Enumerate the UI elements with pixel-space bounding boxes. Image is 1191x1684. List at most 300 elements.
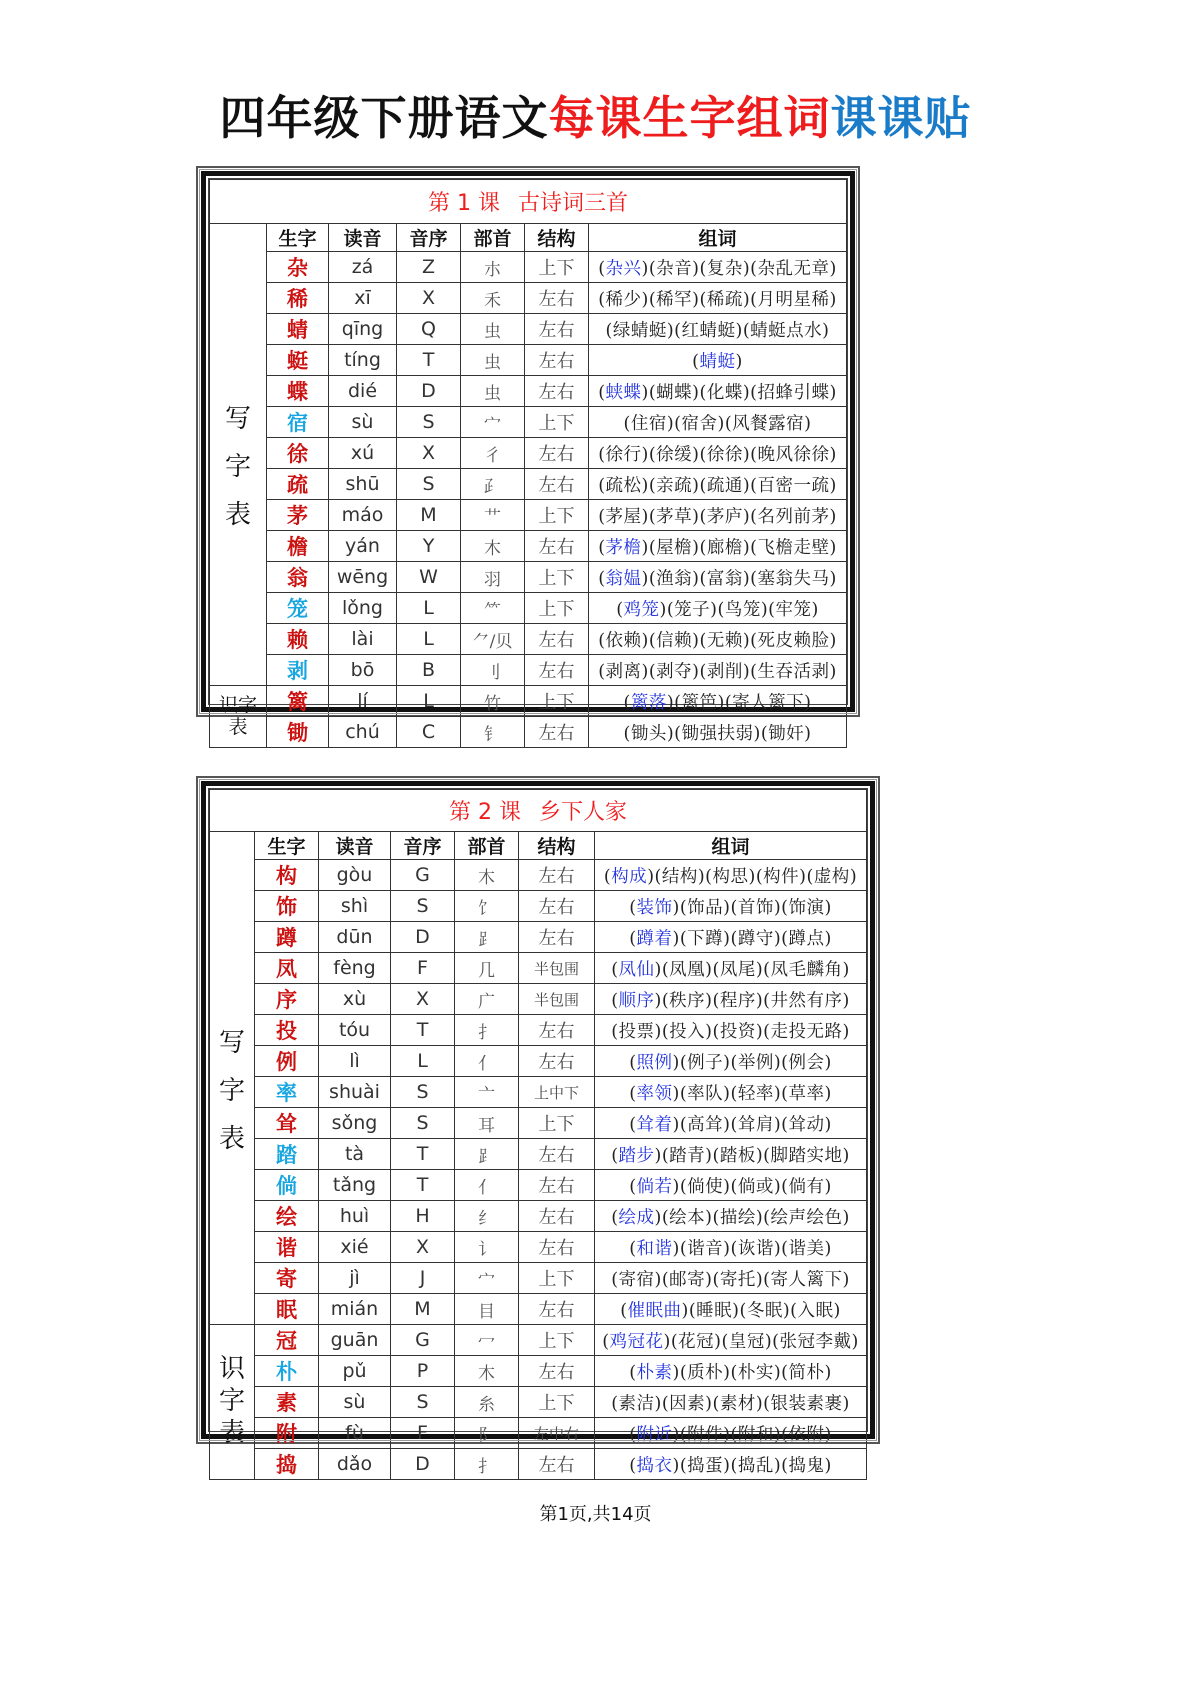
radical-cell: 禾 [461,283,525,314]
word-group: 塞翁失马 [757,568,830,589]
pinyin-cell: shì [319,891,391,922]
word-groups-cell: (篱落)(篱笆)(寄人篱下) [589,686,847,717]
lesson-table-1 [209,179,847,748]
word-group: 踏板 [719,1145,756,1166]
phonetic-order-cell: C [397,717,461,748]
word-group: 虚构 [813,866,850,887]
character-cell: 捣 [255,1449,319,1480]
character-cell: 投 [255,1015,319,1046]
structure-cell: 左右 [519,1046,595,1077]
pinyin-cell: fèng [319,953,391,984]
radical-cell: 目 [455,1294,519,1325]
word-groups-cell: (率领)(率队)(轻率)(草率) [595,1077,867,1108]
word-group: 剥离 [605,661,642,682]
word-group: 谐美 [788,1238,825,1259]
structure-cell: 上下 [519,1263,595,1294]
highlight-word: 凤仙 [618,959,655,980]
word-group: 牢笼 [775,599,812,620]
word-group: 寄人篱下 [770,1269,843,1290]
structure-cell: 左中右 [519,1418,595,1449]
structure-cell: 左右 [525,314,589,345]
word-group: 结构 [661,866,698,887]
word-group: 饰品 [687,897,724,918]
section-label-char: 表 [224,500,251,531]
table-row [210,891,867,922]
word-group: 花冠 [678,1331,715,1352]
word-groups-cell: (投票)(投入)(投资)(走投无路) [595,1015,867,1046]
word-group: 飞檐走壁 [757,537,830,558]
section-label [210,860,255,1325]
pinyin-cell: sù [319,1387,391,1418]
table-row [210,717,847,748]
highlight-word: 催眠曲 [627,1300,682,1321]
page-title-part-2: 每课生字组词 [548,91,831,145]
character-cell: 疏 [267,469,329,500]
table-row [210,1139,867,1170]
word-groups-cell: (杂兴)(杂音)(复杂)(杂乱无章) [589,252,847,283]
column-header: 读音 [319,832,391,860]
table-row [210,1449,867,1480]
word-group: 倘使 [687,1176,724,1197]
radical-cell: 亻 [455,1046,519,1077]
word-group: 依赖 [605,630,642,651]
word-group: 附和 [737,1424,774,1445]
character-cell: 寄 [255,1263,319,1294]
pinyin-cell: tóu [319,1015,391,1046]
column-header: 读音 [329,224,397,252]
word-groups-cell: (捣衣)(捣蛋)(捣乱)(捣鬼) [595,1449,867,1480]
radical-cell: 讠 [455,1232,519,1263]
character-cell: 附 [255,1418,319,1449]
word-group: 构思 [712,866,749,887]
phonetic-order-cell: D [391,1449,455,1480]
radical-cell: 广 [455,984,519,1015]
lesson-table-2 [209,789,867,1480]
phonetic-order-cell: Z [397,252,461,283]
character-cell: 篱 [267,686,329,717]
table-row [210,1108,867,1139]
lesson-title [210,180,847,224]
table-row [210,1325,867,1356]
word-group: 凤尾 [719,959,756,980]
word-groups-cell: (蜻蜓) [589,345,847,376]
highlight-word: 蹲着 [636,928,673,949]
table-row [210,1170,867,1201]
phonetic-order-cell: G [391,860,455,891]
word-groups-cell: (顺序)(秩序)(程序)(井然有序) [595,984,867,1015]
word-group: 蹲守 [737,928,774,949]
pinyin-cell: dūn [319,922,391,953]
structure-cell: 上下 [525,252,589,283]
pinyin-cell: tà [319,1139,391,1170]
radical-cell: 耳 [455,1108,519,1139]
lesson-number: 第 1 课 [428,191,500,216]
word-group: 杂乱无章 [757,258,830,279]
table-row [210,922,867,953]
phonetic-order-cell: B [397,655,461,686]
character-cell: 凤 [255,953,319,984]
column-header: 部首 [461,224,525,252]
word-group: 稀罕 [656,289,693,310]
table-row [210,1263,867,1294]
word-groups-cell: (朴素)(质朴)(朴实)(简朴) [595,1356,867,1387]
word-group: 茅屋 [605,506,642,527]
table-row [210,345,847,376]
structure-cell: 左右 [519,1449,595,1480]
lesson-number: 第 2 课 [449,800,521,825]
header-row [210,224,847,252]
pinyin-cell: fù [319,1418,391,1449]
word-group: 疏通 [706,475,743,496]
word-groups-cell: (翁媪)(渔翁)(富翁)(塞翁失马) [589,562,847,593]
word-group: 化蝶 [706,382,743,403]
lesson-name: 乡下人家 [538,800,627,825]
radical-cell: 朩 [461,252,525,283]
word-groups-cell: (疏松)(亲疏)(疏通)(百密一疏) [589,469,847,500]
word-group: 耸动 [788,1114,825,1135]
phonetic-order-cell: S [391,1108,455,1139]
table-row [210,283,847,314]
word-group: 秩序 [669,990,706,1011]
character-cell: 蹲 [255,922,319,953]
word-group: 程序 [719,990,756,1011]
word-groups-cell: (绿蜻蜓)(红蜻蜓)(蜻蜓点水) [589,314,847,345]
word-group: 亲疏 [656,475,693,496]
table-row [210,984,867,1015]
word-group: 百密一疏 [757,475,830,496]
page-title-part-1: 四年级下册语文 [219,91,549,145]
word-group: 举例 [737,1052,774,1073]
word-group: 走投无路 [770,1021,843,1042]
column-header: 音序 [391,832,455,860]
page-title-part-3: 课课贴 [830,91,972,145]
word-group: 绿蜻蜓 [612,320,667,341]
word-group: 张冠李戴 [779,1331,852,1352]
phonetic-order-cell: Q [397,314,461,345]
radical-cell: 艹 [461,500,525,531]
radical-cell: 冖 [455,1325,519,1356]
character-cell: 稀 [267,283,329,314]
section-label-char: 表 [218,1417,245,1448]
radical-cell: 刂 [461,655,525,686]
phonetic-order-cell: T [391,1015,455,1046]
phonetic-order-cell: S [391,891,455,922]
word-groups-cell: (构成)(结构)(构思)(构件)(虚构) [595,860,867,891]
word-groups-cell: (装饰)(饰品)(首饰)(饰演) [595,891,867,922]
pinyin-cell: qīng [329,314,397,345]
table-row [210,860,867,891]
word-group: 月明星稀 [757,289,830,310]
radical-cell: 虫 [461,345,525,376]
word-group: 井然有序 [770,990,843,1011]
section-label-char: 字 [218,1386,245,1417]
word-group: 倘有 [788,1176,825,1197]
word-group: 绘声绘色 [770,1207,843,1228]
structure-cell: 左右 [519,860,595,891]
phonetic-order-cell: H [391,1201,455,1232]
highlight-word: 绘成 [618,1207,655,1228]
pinyin-cell: xié [319,1232,391,1263]
highlight-word: 捣衣 [636,1455,673,1476]
word-group: 杂音 [656,258,693,279]
table-row [210,1077,867,1108]
highlight-word: 鸡笼 [623,599,660,620]
word-groups-cell: (剥离)(剥夺)(剥削)(生吞活剥) [589,655,847,686]
phonetic-order-cell: L [397,624,461,655]
word-group: 踏青 [669,1145,706,1166]
character-cell: 笼 [267,593,329,624]
radical-cell: 扌 [455,1015,519,1046]
structure-cell: 上下 [525,500,589,531]
table-row [210,1201,867,1232]
word-group: 饰演 [788,897,825,918]
pinyin-cell: chú [329,717,397,748]
word-group: 屋檐 [656,537,693,558]
phonetic-order-cell: D [397,376,461,407]
page-title [0,82,1191,148]
word-groups-cell: (锄头)(锄强扶弱)(锄奸) [589,717,847,748]
pinyin-cell: zá [329,252,397,283]
phonetic-order-cell: F [391,953,455,984]
word-group: 渔翁 [656,568,693,589]
word-group: 风餐露宿 [732,413,805,434]
word-group: 寄托 [719,1269,756,1290]
character-cell: 饰 [255,891,319,922]
structure-cell: 半包围 [519,984,595,1015]
word-group: 无赖 [706,630,743,651]
word-group: 稀疏 [706,289,743,310]
word-group: 蜻蜓点水 [750,320,823,341]
pinyin-cell: mián [319,1294,391,1325]
table-row [210,376,847,407]
radical-cell: ⻊ [455,922,519,953]
highlight-word: 照例 [636,1052,673,1073]
structure-cell: 左右 [519,1294,595,1325]
section-label-char: 识字 [218,693,257,716]
highlight-word: 构成 [611,866,648,887]
word-group: 茅庐 [706,506,743,527]
word-group: 描绘 [719,1207,756,1228]
highlight-word: 篱落 [630,692,667,713]
word-groups-cell: (鸡笼)(笼子)(鸟笼)(牢笼) [589,593,847,624]
structure-cell: 左右 [519,1170,595,1201]
pinyin-cell: huì [319,1201,391,1232]
pinyin-cell: xī [329,283,397,314]
structure-cell: 上下 [525,686,589,717]
structure-cell: 上下 [525,562,589,593]
structure-cell: 左右 [519,1015,595,1046]
column-header: 组词 [589,224,847,252]
word-groups-cell: (稀少)(稀罕)(稀疏)(月明星稀) [589,283,847,314]
word-group: 捣蛋 [687,1455,724,1476]
word-group: 生吞活剥 [757,661,830,682]
structure-cell: 左右 [519,891,595,922]
word-group: 睡眠 [696,1300,733,1321]
character-cell: 翁 [267,562,329,593]
word-group: 凤凰 [669,959,706,980]
phonetic-order-cell: D [391,922,455,953]
pinyin-cell: pǔ [319,1356,391,1387]
table-row [210,953,867,984]
phonetic-order-cell: L [391,1046,455,1077]
character-cell: 蝶 [267,376,329,407]
word-groups-cell: (住宿)(宿舍)(风餐露宿) [589,407,847,438]
section-label [210,252,267,686]
word-groups-cell: (附近)(附件)(附和)(依附) [595,1418,867,1449]
word-group: 红蜻蜓 [681,320,736,341]
structure-cell: 左右 [525,438,589,469]
phonetic-order-cell: J [391,1263,455,1294]
structure-cell: 左右 [519,922,595,953]
word-group: 稀少 [605,289,642,310]
character-cell: 剥 [267,655,329,686]
section-label-char: 写 [218,1027,245,1058]
character-cell: 冠 [255,1325,319,1356]
structure-cell: 上下 [525,407,589,438]
character-cell: 构 [255,860,319,891]
radical-cell: ⺮ [461,593,525,624]
table-row [210,1232,867,1263]
pinyin-cell: wēng [329,562,397,593]
word-group: 脚踏实地 [770,1145,843,1166]
word-groups-cell: (依赖)(信赖)(无赖)(死皮赖脸) [589,624,847,655]
pinyin-cell: tíng [329,345,397,376]
structure-cell: 左右 [525,717,589,748]
word-group: 素洁 [618,1393,655,1414]
radical-cell: 阝 [455,1418,519,1449]
column-header: 结构 [525,224,589,252]
radical-cell: 木 [455,1356,519,1387]
word-groups-cell: (徐行)(徐缓)(徐徐)(晚风徐徐) [589,438,847,469]
word-groups-cell: (倘若)(倘使)(倘或)(倘有) [595,1170,867,1201]
structure-cell: 左右 [519,1356,595,1387]
phonetic-order-cell: X [397,283,461,314]
column-header: 部首 [455,832,519,860]
character-cell: 宿 [267,407,329,438]
word-group: 入眠 [797,1300,834,1321]
word-group: 信赖 [656,630,693,651]
table-row [210,500,847,531]
phonetic-order-cell: L [397,593,461,624]
word-group: 剥削 [706,661,743,682]
highlight-word: 踏步 [618,1145,655,1166]
phonetic-order-cell: M [391,1294,455,1325]
word-group: 皇冠 [728,1331,765,1352]
lesson-name: 古诗词三首 [517,191,628,216]
table-row [210,531,847,562]
phonetic-order-cell: S [391,1387,455,1418]
section-label [210,686,267,748]
word-group: 名列前茅 [757,506,830,527]
word-group: 因素 [669,1393,706,1414]
pinyin-cell: lí [329,686,397,717]
word-group: 例会 [788,1052,825,1073]
character-cell: 蜻 [267,314,329,345]
pinyin-cell: sǒng [319,1108,391,1139]
section-label-char: 表 [218,1123,245,1154]
character-cell: 蜓 [267,345,329,376]
pinyin-cell: yán [329,531,397,562]
word-group: 锄奸 [768,723,805,744]
structure-cell: 左右 [519,1201,595,1232]
phonetic-order-cell: T [391,1139,455,1170]
phonetic-order-cell: T [391,1170,455,1201]
structure-cell: 上下 [525,593,589,624]
lesson-title-row [210,180,847,224]
radical-cell: 纟 [455,1201,519,1232]
table-row [210,1387,867,1418]
word-group: 捣乱 [737,1455,774,1476]
pinyin-cell: lǒng [329,593,397,624]
character-cell: 檐 [267,531,329,562]
pinyin-cell: lì [319,1046,391,1077]
character-cell: 率 [255,1077,319,1108]
header-row [210,832,867,860]
word-group: 质朴 [687,1362,724,1383]
table-row [210,655,847,686]
radical-cell: 亠 [455,1077,519,1108]
character-cell: 杂 [267,252,329,283]
phonetic-order-cell: W [397,562,461,593]
phonetic-order-cell: F [391,1418,455,1449]
pinyin-cell: dǎo [319,1449,391,1480]
column-header: 结构 [519,832,595,860]
word-group: 耸肩 [737,1114,774,1135]
word-group: 鸟笼 [724,599,761,620]
radical-cell: 饣 [455,891,519,922]
character-cell: 踏 [255,1139,319,1170]
section-label-char: 字 [218,1075,245,1106]
radical-cell: 宀 [461,407,525,438]
word-groups-cell: (蹲着)(下蹲)(蹲守)(蹲点) [595,922,867,953]
table-row [210,252,847,283]
word-group: 捣鬼 [788,1455,825,1476]
word-groups-cell: (催眠曲)(睡眠)(冬眠)(入眠) [595,1294,867,1325]
structure-cell: 左右 [519,1232,595,1263]
section-label-char: 字 [224,452,251,483]
word-group: 倘或 [737,1176,774,1197]
table-row [210,438,847,469]
word-group: 附件 [687,1424,724,1445]
word-groups-cell: (茅屋)(茅草)(茅庐)(名列前茅) [589,500,847,531]
structure-cell: 左右 [525,531,589,562]
structure-cell: 左右 [525,283,589,314]
radical-cell: 钅 [461,717,525,748]
structure-cell: 左右 [519,1139,595,1170]
pinyin-cell: tǎng [319,1170,391,1201]
word-group: 茅草 [656,506,693,527]
character-cell: 绘 [255,1201,319,1232]
pinyin-cell: sù [329,407,397,438]
word-group: 蹲点 [788,928,825,949]
phonetic-order-cell: S [397,407,461,438]
word-group: 诙谐 [737,1238,774,1259]
table-row [210,624,847,655]
table-row [210,407,847,438]
word-group: 锄强扶弱 [681,723,754,744]
structure-cell: 上中下 [519,1077,595,1108]
highlight-word: 附近 [636,1424,673,1445]
word-group: 招蜂引蝶 [757,382,830,403]
pinyin-cell: lài [329,624,397,655]
word-group: 邮寄 [669,1269,706,1290]
table-row [210,1418,867,1449]
structure-cell: 左右 [525,376,589,407]
word-group: 简朴 [788,1362,825,1383]
pinyin-cell: gòu [319,860,391,891]
structure-cell: 左右 [525,655,589,686]
word-groups-cell: (凤仙)(凤凰)(凤尾)(凤毛麟角) [595,953,867,984]
